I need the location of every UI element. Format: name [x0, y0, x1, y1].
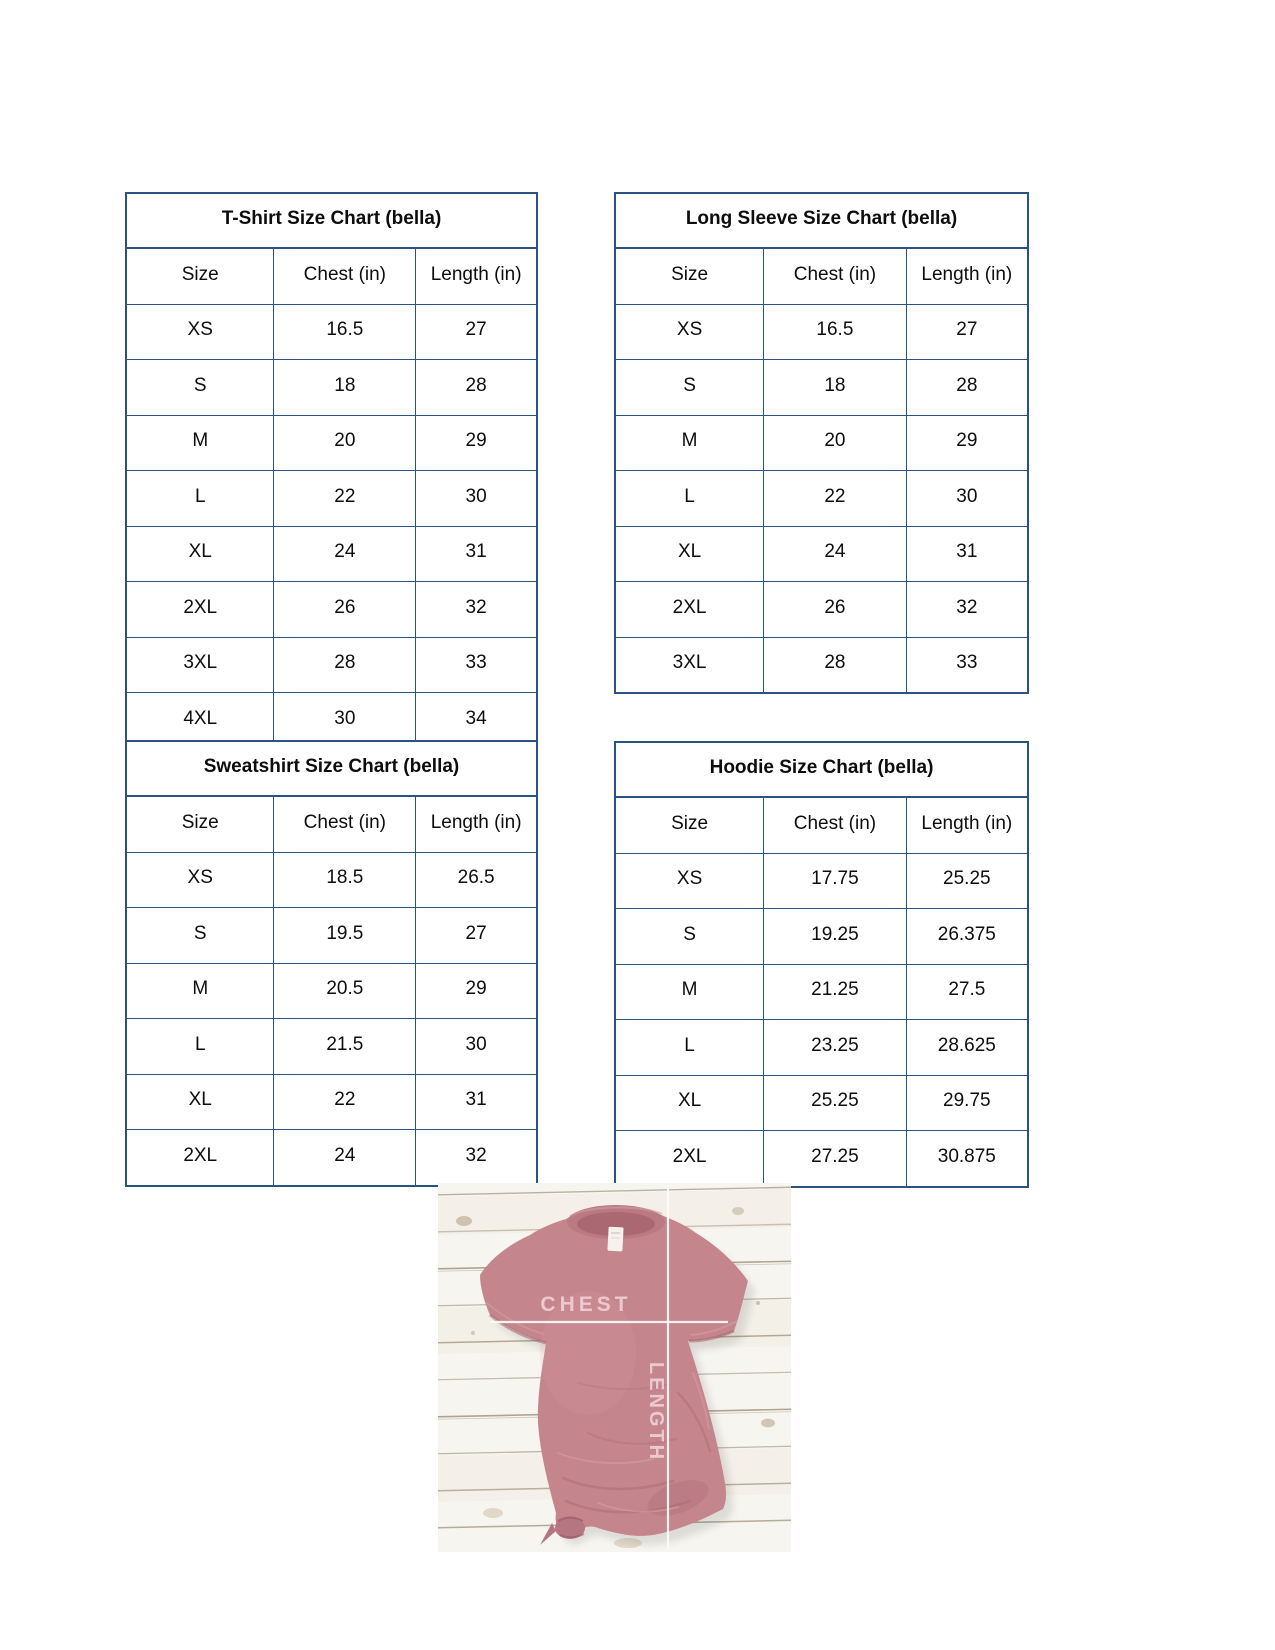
chest-cell: 25.25: [764, 1075, 906, 1131]
table-title: T-Shirt Size Chart (bella): [126, 193, 537, 248]
length-cell: 30: [416, 471, 537, 527]
size-cell: XS: [615, 853, 764, 909]
size-cell: XS: [615, 304, 764, 360]
size-cell: L: [615, 471, 764, 527]
tshirt-size-chart-table: [125, 192, 538, 750]
table-row: [126, 1074, 537, 1130]
chest-cell: 21.5: [274, 1019, 416, 1075]
length-cell: 29: [416, 963, 537, 1019]
table-row: [615, 964, 1028, 1020]
column-header: Size: [615, 797, 764, 853]
table-row: [126, 852, 537, 908]
chest-cell: 24: [274, 526, 416, 582]
size-cell: 2XL: [126, 582, 274, 638]
size-cell: XL: [615, 526, 764, 582]
size-cell: 2XL: [615, 1131, 764, 1187]
chest-cell: 26: [764, 582, 906, 638]
length-cell: 27.5: [906, 964, 1028, 1020]
table-row: [615, 471, 1028, 527]
size-cell: M: [126, 415, 274, 471]
length-cell: 25.25: [906, 853, 1028, 909]
table-title: Sweatshirt Size Chart (bella): [126, 741, 537, 796]
column-header: Chest (in): [274, 248, 416, 304]
length-cell: 28.625: [906, 1020, 1028, 1076]
chest-cell: 28: [764, 637, 906, 693]
chest-cell: 22: [274, 471, 416, 527]
size-cell: XS: [126, 852, 274, 908]
table-header-row: [126, 248, 537, 304]
table-header-row: [126, 796, 537, 852]
size-cell: M: [126, 963, 274, 1019]
chest-label: CHEST: [540, 1293, 632, 1316]
chest-cell: 19.25: [764, 909, 906, 965]
chest-cell: 28: [274, 637, 416, 693]
size-cell: 3XL: [126, 637, 274, 693]
chest-cell: 27.25: [764, 1131, 906, 1187]
size-guide-graphic: [438, 1183, 791, 1552]
chest-cell: 16.5: [274, 304, 416, 360]
size-cell: M: [615, 964, 764, 1020]
length-cell: 34: [416, 693, 537, 749]
chest-cell: 22: [274, 1074, 416, 1130]
length-cell: 31: [906, 526, 1028, 582]
table-title-row: [615, 193, 1028, 248]
chest-cell: 21.25: [764, 964, 906, 1020]
long-sleeve-table-body: [615, 193, 1028, 693]
table-row: [615, 1075, 1028, 1131]
table-row: [615, 415, 1028, 471]
column-header: Size: [615, 248, 764, 304]
table-title-row: [126, 193, 537, 248]
length-cell: 28: [416, 360, 537, 416]
column-header: Size: [126, 796, 274, 852]
table-row: [126, 471, 537, 527]
table-row: [615, 637, 1028, 693]
table-row: [126, 304, 537, 360]
table-row: [615, 1020, 1028, 1076]
size-cell: XL: [615, 1075, 764, 1131]
table-row: [615, 360, 1028, 416]
table-header-row: [615, 797, 1028, 853]
length-cell: 27: [906, 304, 1028, 360]
tshirt-table-body: [126, 193, 537, 749]
table-row: [615, 909, 1028, 965]
length-cell: 32: [906, 582, 1028, 638]
hoodie-size-chart-table: [614, 741, 1029, 1188]
column-header: Length (in): [416, 796, 537, 852]
length-cell: 29.75: [906, 1075, 1028, 1131]
size-cell: L: [615, 1020, 764, 1076]
table-header-row: [615, 248, 1028, 304]
size-cell: XL: [126, 526, 274, 582]
length-cell: 26.375: [906, 909, 1028, 965]
chest-cell: 24: [764, 526, 906, 582]
size-cell: S: [615, 360, 764, 416]
size-cell: 2XL: [126, 1130, 274, 1186]
chest-cell: 22: [764, 471, 906, 527]
size-cell: XL: [126, 1074, 274, 1130]
size-cell: L: [126, 1019, 274, 1075]
length-cell: 30.875: [906, 1131, 1028, 1187]
length-cell: 28: [906, 360, 1028, 416]
table-row: [126, 582, 537, 638]
length-cell: 27: [416, 908, 537, 964]
size-cell: M: [615, 415, 764, 471]
chest-cell: 20.5: [274, 963, 416, 1019]
column-header: Length (in): [416, 248, 537, 304]
column-header: Size: [126, 248, 274, 304]
table-title: Long Sleeve Size Chart (bella): [615, 193, 1028, 248]
chest-cell: 30: [274, 693, 416, 749]
sweatshirt-size-chart-table: [125, 740, 538, 1187]
size-cell: S: [126, 360, 274, 416]
table-title-row: [615, 742, 1028, 797]
size-cell: XS: [126, 304, 274, 360]
size-cell: S: [126, 908, 274, 964]
table-row: [615, 853, 1028, 909]
length-cell: 33: [906, 637, 1028, 693]
column-header: Chest (in): [764, 797, 906, 853]
chest-cell: 16.5: [764, 304, 906, 360]
chest-cell: 23.25: [764, 1020, 906, 1076]
length-cell: 31: [416, 1074, 537, 1130]
hoodie-table-body: [615, 742, 1028, 1187]
sweatshirt-table-body: [126, 741, 537, 1186]
length-cell: 30: [416, 1019, 537, 1075]
column-header: Length (in): [906, 797, 1028, 853]
table-row: [126, 1130, 537, 1186]
length-label: LENGTH: [645, 1361, 667, 1463]
column-header: Chest (in): [274, 796, 416, 852]
length-cell: 33: [416, 637, 537, 693]
size-cell: S: [615, 909, 764, 965]
table-row: [615, 582, 1028, 638]
table-row: [615, 304, 1028, 360]
table-row: [126, 360, 537, 416]
chest-cell: 20: [764, 415, 906, 471]
table-row: [126, 526, 537, 582]
size-cell: 4XL: [126, 693, 274, 749]
table-row: [126, 908, 537, 964]
neck-tag: [607, 1227, 623, 1252]
size-cell: L: [126, 471, 274, 527]
length-cell: 30: [906, 471, 1028, 527]
chest-cell: 20: [274, 415, 416, 471]
chest-cell: 19.5: [274, 908, 416, 964]
chest-cell: 18: [274, 360, 416, 416]
size-guide-photo: [438, 1183, 791, 1552]
length-cell: 29: [906, 415, 1028, 471]
chest-cell: 26: [274, 582, 416, 638]
chest-cell: 18: [764, 360, 906, 416]
table-row: [615, 1131, 1028, 1187]
long-sleeve-size-chart-table: [614, 192, 1029, 694]
length-cell: 31: [416, 526, 537, 582]
chest-cell: 24: [274, 1130, 416, 1186]
length-cell: 27: [416, 304, 537, 360]
table-title: Hoodie Size Chart (bella): [615, 742, 1028, 797]
table-row: [126, 1019, 537, 1075]
table-row: [615, 526, 1028, 582]
table-row: [126, 963, 537, 1019]
column-header: Chest (in): [764, 248, 906, 304]
size-cell: 3XL: [615, 637, 764, 693]
length-cell: 32: [416, 1130, 537, 1186]
table-title-row: [126, 741, 537, 796]
table-row: [126, 637, 537, 693]
length-cell: 29: [416, 415, 537, 471]
length-cell: 32: [416, 582, 537, 638]
chest-cell: 17.75: [764, 853, 906, 909]
column-header: Length (in): [906, 248, 1028, 304]
size-cell: 2XL: [615, 582, 764, 638]
table-row: [126, 415, 537, 471]
length-cell: 26.5: [416, 852, 537, 908]
chest-cell: 18.5: [274, 852, 416, 908]
